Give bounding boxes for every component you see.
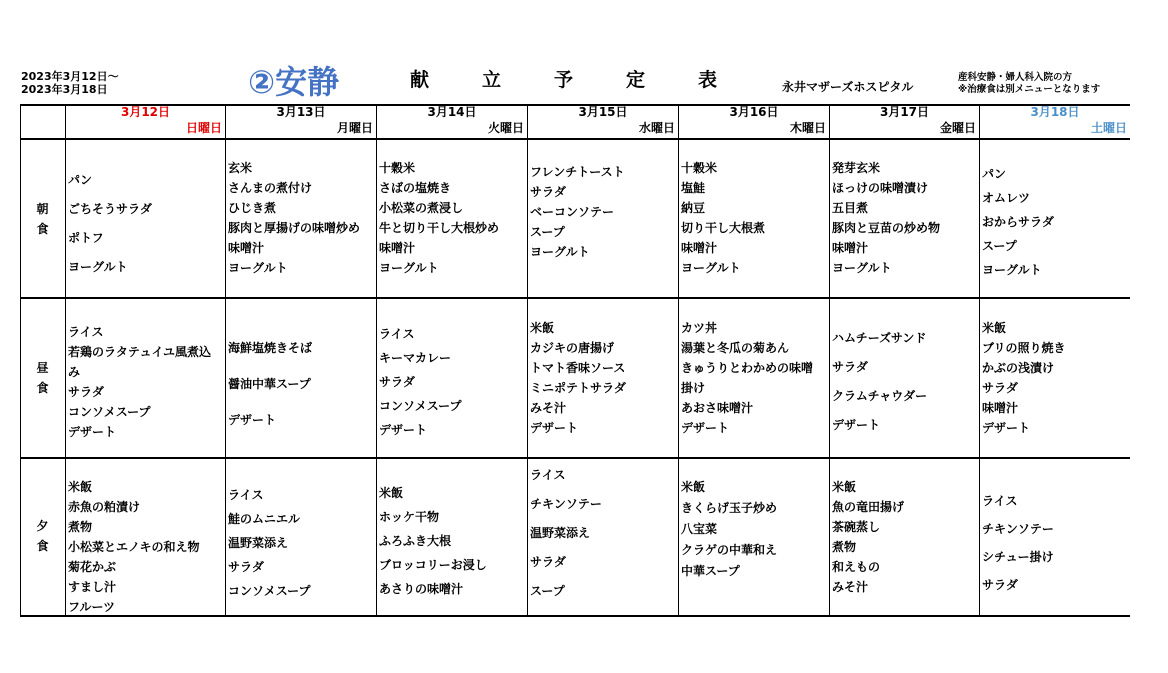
day-date: 3月17日 <box>879 105 930 119</box>
menu-item: サラダ <box>68 385 104 399</box>
menu-item: 切り干し大根煮 <box>681 221 766 235</box>
menu-cell <box>530 162 677 295</box>
menu-item: シチュー掛け <box>982 550 1054 564</box>
menu-cell <box>379 481 526 614</box>
day-weekday: 金曜日 <box>939 121 976 135</box>
menu-item: 豚肉と豆苗の炒め物 <box>832 221 941 235</box>
menu-cell <box>228 330 375 455</box>
menu-cell <box>681 477 828 614</box>
table-rule <box>829 104 830 617</box>
table-rule <box>225 104 226 617</box>
menu-item: すまし汁 <box>68 580 117 594</box>
meal-label-breakfast <box>20 199 65 239</box>
menu-item: ライス <box>982 494 1018 508</box>
menu-item: スープ <box>530 584 565 598</box>
menu-item: サラダ <box>832 360 868 374</box>
menu-item: ヨーグルト <box>68 260 128 274</box>
menu-item: パン <box>68 173 93 187</box>
menu-item: 米飯 <box>681 480 706 494</box>
menu-cell <box>379 158 526 295</box>
menu-cell <box>681 158 828 295</box>
title-char: 献 <box>410 69 430 91</box>
menu-item: 米飯 <box>832 480 857 494</box>
menu-item: あおさ味噌汁 <box>681 401 754 415</box>
menu-item: ヨーグルト <box>681 261 741 275</box>
period-range <box>21 70 119 96</box>
table-rule <box>20 457 1130 459</box>
menu-item: デザート <box>982 421 1031 435</box>
menu-cell <box>681 318 828 455</box>
menu-item: ハムチーズサンド <box>832 331 927 345</box>
meal-label-char: 朝 <box>36 202 49 216</box>
menu-item: チキンソテー <box>982 522 1054 536</box>
menu-item: ブロッコリーお浸し <box>379 558 487 572</box>
day-header-tuesday <box>377 104 527 138</box>
menu-item: 十穀米 <box>681 161 718 175</box>
menu-item: おからサラダ <box>982 215 1054 229</box>
menu-item: 中華スープ <box>681 564 740 578</box>
menu-cell <box>530 461 677 614</box>
menu-item: きくらげ玉子炒め <box>681 501 778 515</box>
menu-item: クラムチャウダー <box>832 389 928 403</box>
menu-item: きゅうりとわかめの味噌 <box>681 361 814 375</box>
day-weekday: 日曜日 <box>185 121 222 135</box>
menu-item: ライス <box>68 325 104 339</box>
day-header-wednesday <box>528 104 678 138</box>
menu-item: トマト香味ソース <box>530 361 626 375</box>
menu-item: 味噌汁 <box>681 241 718 255</box>
hospital-name: 永井マザーズホスピタル <box>782 80 914 94</box>
menu-item: 味噌汁 <box>379 241 416 255</box>
menu-item: 掛け <box>681 381 706 395</box>
menu-item: デザート <box>68 425 117 439</box>
menu-item: 米飯 <box>530 321 555 335</box>
menu-item: ごちそうサラダ <box>68 202 152 216</box>
menu-item: 煮物 <box>832 540 857 554</box>
title-char: 予 <box>554 69 574 91</box>
day-date: 3月18日 <box>1030 105 1080 119</box>
menu-cell <box>68 166 224 295</box>
notes <box>958 72 1100 96</box>
note-therapy: ※治療食は別メニューとなります <box>958 84 1101 95</box>
table-rule <box>376 104 377 617</box>
meal-label-char: 夕 <box>36 519 49 533</box>
menu-item: オムレツ <box>982 191 1031 205</box>
menu-item: 海鮮塩焼きそば <box>228 341 313 355</box>
menu-cell <box>379 322 526 455</box>
menu-item: ヨーグルト <box>379 261 439 275</box>
menu-item: サラダ <box>530 555 566 569</box>
menu-item: み <box>68 365 81 379</box>
table-rule <box>527 104 528 617</box>
menu-item: チキンソテー <box>530 497 602 511</box>
menu-cell <box>68 477 224 614</box>
day-header-friday <box>830 104 979 138</box>
meal-label-char: 食 <box>36 222 49 236</box>
meal-label-char: 食 <box>36 381 49 395</box>
menu-item: カツ丼 <box>681 321 718 335</box>
period-end: 2023年3月18日 <box>21 83 108 96</box>
day-date: 3月12日 <box>120 105 171 119</box>
menu-item: 若鶏のラタテュイユ風煮込 <box>68 345 212 359</box>
day-date: 3月15日 <box>578 105 628 119</box>
menu-item: みそ汁 <box>832 580 869 594</box>
menu-item: デザート <box>379 423 428 437</box>
menu-item: ヨーグルト <box>832 261 892 275</box>
menu-item: コンソメスープ <box>228 584 311 598</box>
day-weekday: 木曜日 <box>789 121 826 135</box>
menu-item: ライス <box>379 327 415 341</box>
menu-item: ポトフ <box>68 231 104 245</box>
menu-cell <box>530 318 677 455</box>
menu-item: ブリの照り焼き <box>982 341 1066 355</box>
note-target: 産科安静・婦人科入院の方 <box>958 72 1073 83</box>
menu-cell <box>228 158 375 295</box>
menu-cell <box>832 158 978 295</box>
title-char: 定 <box>626 69 646 91</box>
meal-label-lunch <box>20 358 65 398</box>
menu-item: 温野菜添え <box>228 536 289 550</box>
day-date: 3月14日 <box>427 105 477 119</box>
menu-item: 米飯 <box>982 321 1007 335</box>
period-start: 2023年3月12日～ <box>21 70 119 83</box>
menu-item: デザート <box>228 413 277 427</box>
menu-item: フレンチトースト <box>530 165 625 179</box>
menu-item: 米飯 <box>379 486 404 500</box>
day-date: 3月13日 <box>276 105 326 119</box>
menu-item: フルーツ <box>68 600 116 614</box>
menu-item: サラダ <box>228 560 264 574</box>
menu-item: 玄米 <box>228 161 253 175</box>
table-rule <box>678 104 679 617</box>
menu-item: サラダ <box>379 375 415 389</box>
meal-label-char: 食 <box>36 539 49 553</box>
menu-item: デザート <box>681 421 730 435</box>
menu-item: サラダ <box>982 578 1018 592</box>
menu-item: キーマカレー <box>379 351 452 365</box>
menu-item: 鮭のムニエル <box>228 512 301 526</box>
menu-item: 発芽玄米 <box>832 161 881 175</box>
menu-item: あさりの味噌汁 <box>379 582 464 596</box>
day-date: 3月16日 <box>729 105 779 119</box>
menu-item: サラダ <box>982 381 1018 395</box>
menu-item: ほっけの味噌漬け <box>832 181 929 195</box>
menu-item: 八宝菜 <box>681 522 718 536</box>
menu-cell <box>982 162 1128 295</box>
menu-item: 味噌汁 <box>228 241 265 255</box>
menu-item: 湯葉と冬瓜の菊あん <box>681 341 790 355</box>
menu-item: 味噌汁 <box>982 401 1019 415</box>
day-weekday: 水曜日 <box>638 121 675 135</box>
day-header-sunday <box>66 104 225 138</box>
day-header-saturday <box>980 104 1130 138</box>
menu-item: みそ汁 <box>530 401 567 415</box>
menu-item: 五目煮 <box>832 201 869 215</box>
menu-item: 小松菜の煮浸し <box>379 201 464 215</box>
table-rule <box>20 615 1130 617</box>
menu-item: サラダ <box>530 185 566 199</box>
menu-item: ふろふき大根 <box>379 534 452 548</box>
menu-item: カジキの唐揚げ <box>530 341 615 355</box>
menu-cell <box>982 487 1128 614</box>
menu-item: 十穀米 <box>379 161 416 175</box>
menu-item: 味噌汁 <box>832 241 869 255</box>
menu-item: スープ <box>530 225 565 239</box>
menu-item: 塩鮭 <box>681 181 706 195</box>
menu-cell <box>228 483 375 614</box>
menu-item: 和えもの <box>832 560 881 574</box>
meal-label-dinner <box>20 516 65 556</box>
title-char: 表 <box>698 69 718 91</box>
table-rule <box>20 297 1130 299</box>
menu-item: ヨーグルト <box>228 261 288 275</box>
menu-cell <box>832 324 978 455</box>
menu-item: ミニポテトサラダ <box>530 381 626 395</box>
menu-item: 納豆 <box>681 201 706 215</box>
menu-item: ヨーグルト <box>982 263 1042 277</box>
menu-item: ヨーグルト <box>530 245 590 259</box>
title-char: 立 <box>482 69 502 91</box>
menu-cell <box>982 318 1128 455</box>
menu-item: デザート <box>832 418 881 432</box>
menu-item: デザート <box>530 421 579 435</box>
menu-cell <box>68 322 224 455</box>
menu-item: ベーコンソテー <box>530 205 615 219</box>
menu-item: ひじき煮 <box>228 201 277 215</box>
menu-item: 煮物 <box>68 520 93 534</box>
day-weekday: 火曜日 <box>487 121 524 135</box>
day-header-thursday <box>679 104 829 138</box>
table-rule <box>979 104 980 617</box>
menu-table <box>20 104 1130 617</box>
menu-item: 醤油中華スープ <box>228 377 311 391</box>
menu-item: さばの塩焼き <box>379 181 452 195</box>
day-header-monday <box>226 104 376 138</box>
menu-item: 温野菜添え <box>530 526 591 540</box>
menu-item: 赤魚の粕漬け <box>68 500 141 514</box>
day-weekday: 土曜日 <box>1090 121 1127 135</box>
menu-item: クラゲの中華和え <box>681 543 778 557</box>
menu-item: 魚の竜田揚げ <box>832 500 905 514</box>
menu-item: スープ <box>982 239 1017 253</box>
menu-cell <box>832 477 978 614</box>
day-weekday: 月曜日 <box>336 121 373 135</box>
menu-item: パン <box>982 167 1007 181</box>
meal-label-char: 昼 <box>36 361 49 375</box>
menu-item: かぶの浅漬け <box>982 361 1055 375</box>
menu-item: ホッケ干物 <box>379 510 440 524</box>
menu-item: ライス <box>530 468 566 482</box>
menu-item: 菊花かぶ <box>68 560 117 574</box>
menu-item: ライス <box>228 488 264 502</box>
menu-item: コンソメスープ <box>68 405 151 419</box>
menu-item: 豚肉と厚揚げの味噌炒め <box>228 221 361 235</box>
menu-item: 茶碗蒸し <box>832 520 881 534</box>
menu-item: 小松菜とエノキの和え物 <box>68 540 200 554</box>
menu-item: コンソメスープ <box>379 399 462 413</box>
table-rule <box>65 104 66 617</box>
menu-item: さんまの煮付け <box>228 181 313 195</box>
menu-item: 牛と切り干し大根炒め <box>379 221 500 235</box>
menu-item: 米飯 <box>68 480 93 494</box>
table-rule <box>20 138 1130 140</box>
ward-label: ②安静 <box>248 63 340 101</box>
